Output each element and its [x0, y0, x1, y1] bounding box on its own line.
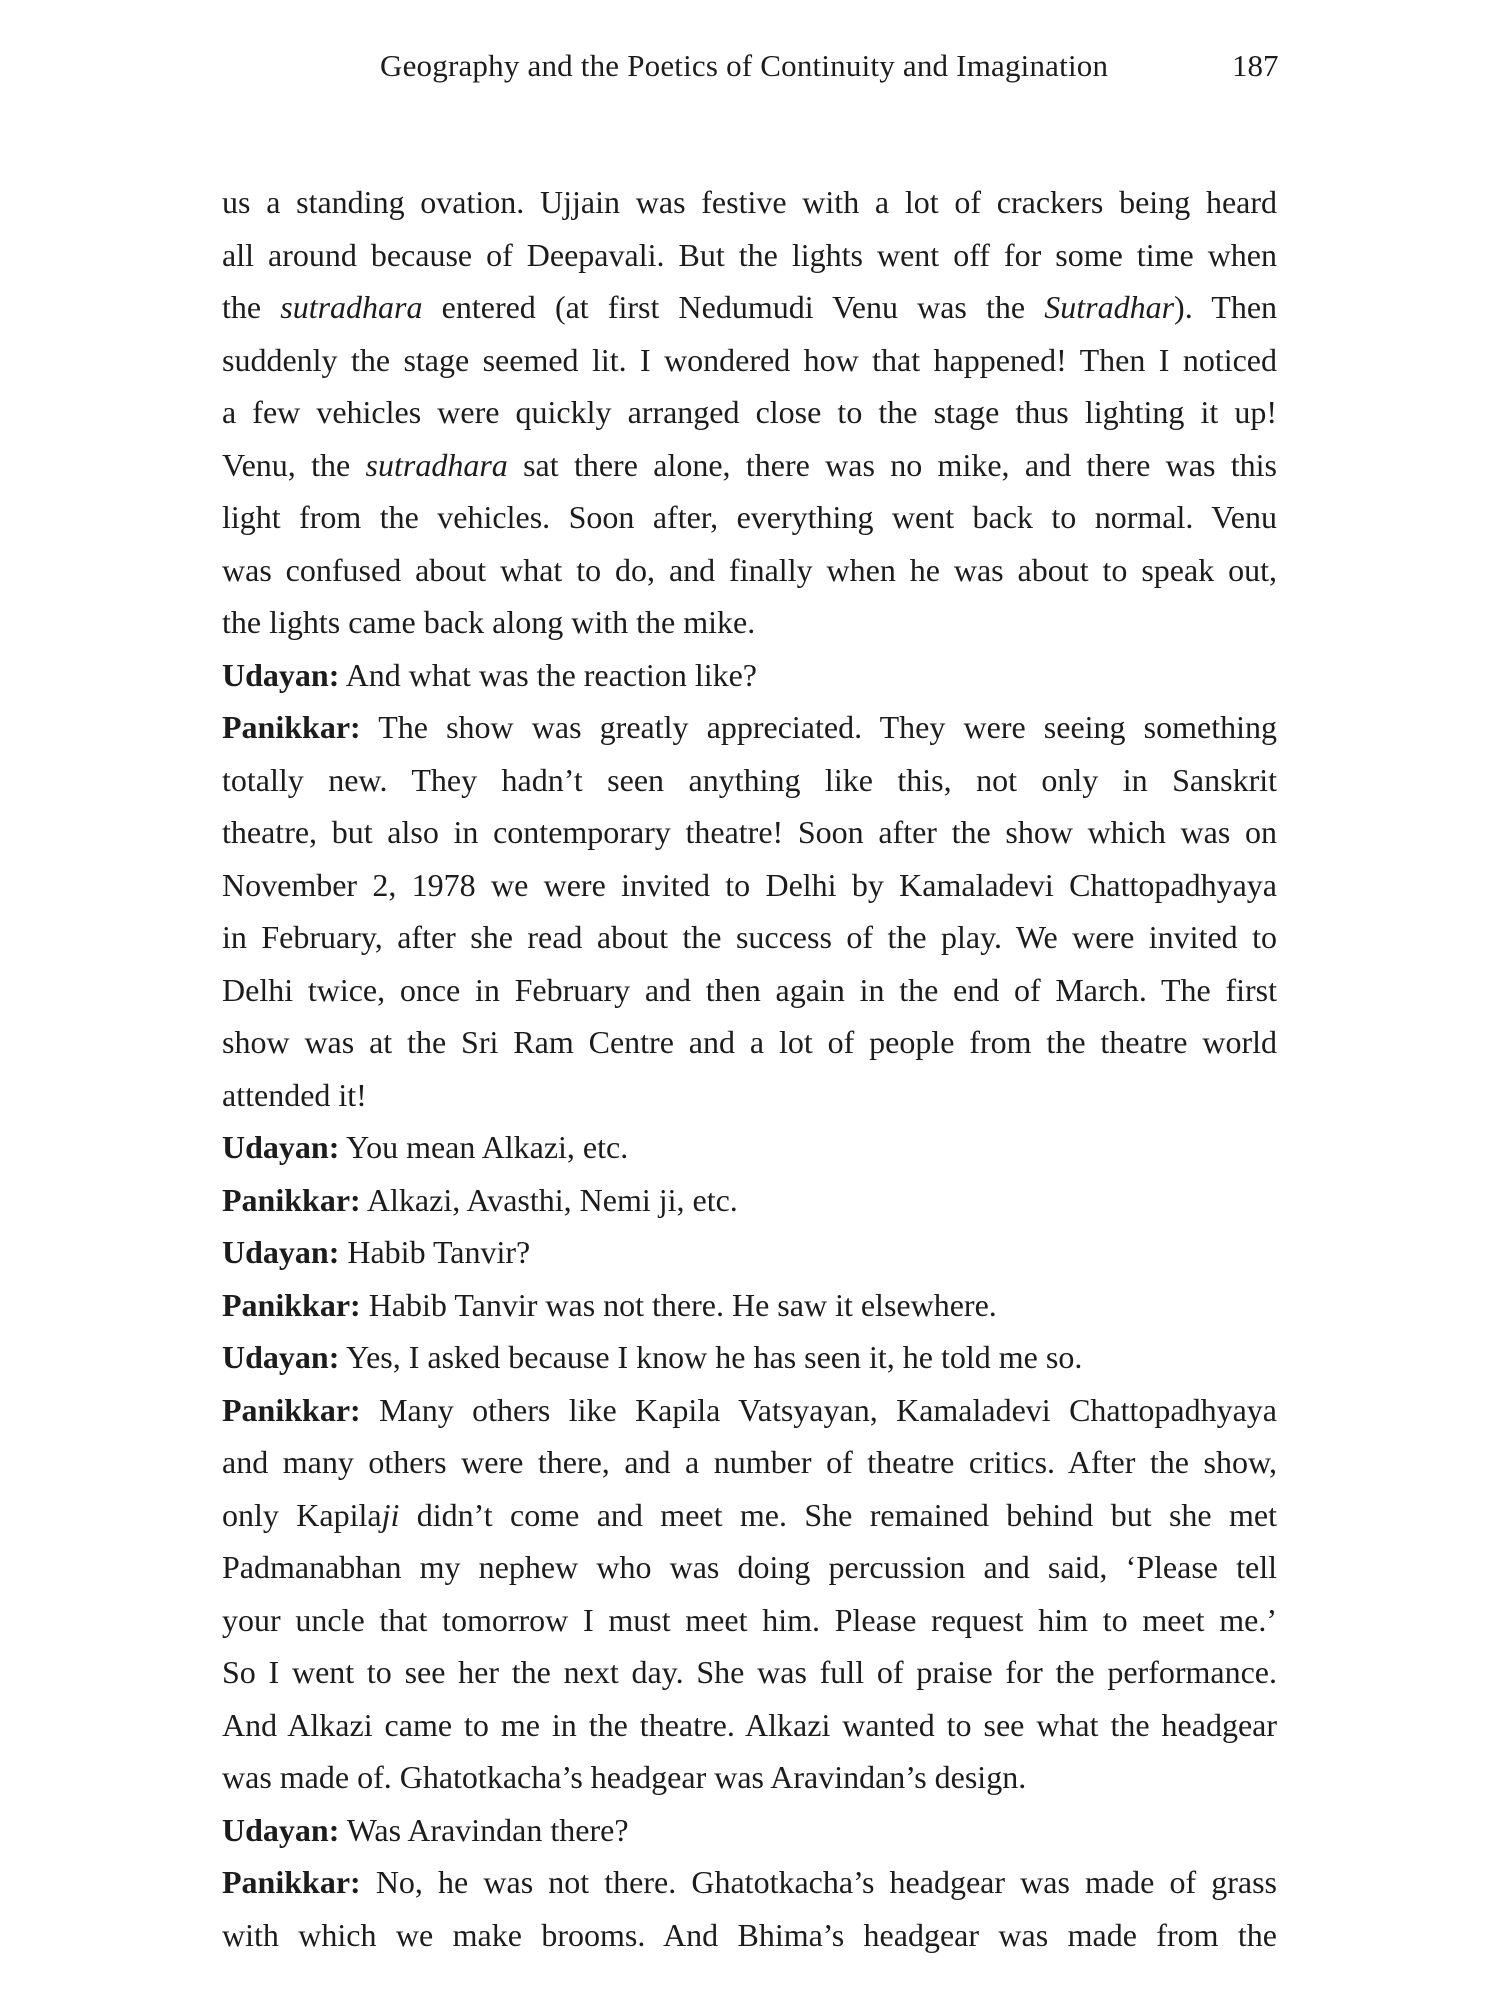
text-line: Venu, the sutradhara sat there alone, there was no mike, and there was this — [222, 446, 1278, 483]
speaker-name: Panikkar: — [222, 709, 361, 745]
text-line: the lights came back along with the mike. — [222, 604, 756, 640]
text-line: November 2, 1978 we were invited to Delhi by Kamaladevi Chattopadhyaya — [222, 866, 1277, 903]
text-line: all around because of Deepavali. But the lights went off for some time when — [222, 236, 1277, 273]
dialogue-line: Udayan: And what was the reaction like? — [222, 656, 757, 693]
italic-term: sutradhara — [280, 289, 423, 325]
text-line: your uncle that tomorrow I must meet him. Please request him to meet me.’ — [222, 1601, 1277, 1638]
dialogue-line: Panikkar: Habib Tanvir was not there. He saw it elsewhere. — [222, 1286, 997, 1323]
text-line: light from the vehicles. Soon after, everything went back to normal. Venu — [222, 499, 1277, 535]
speaker-name: Udayan: — [222, 1811, 340, 1848]
text-line: attended it! — [222, 1076, 367, 1113]
text-line: in February, after she read about the success of the play. We were invited to — [222, 919, 1277, 955]
italic-term: Sutradhar — [1044, 289, 1175, 325]
text-line: So I went to see her the next day. She was full of praise for the performance. — [222, 1654, 1277, 1690]
text-line: theatre, but also in contemporary theatre! Soon after the show which was on — [222, 814, 1277, 850]
text-line: totally new. They hadn’t seen anything like this, not only in Sanskrit — [222, 761, 1277, 798]
dialogue-line: Panikkar: Many others like Kapila Vatsyayan, Kamaladevi Chattopadhyaya — [222, 1391, 1277, 1428]
text-line: Delhi twice, once in February and then again in the end of March. The first — [222, 971, 1277, 1008]
speaker-name: Udayan: — [222, 1129, 340, 1165]
text-line: us a standing ovation. Ujjain was festive with a lot of crackers being heard — [222, 184, 1277, 220]
dialogue-line: Udayan: Was Aravindan there? — [222, 1811, 629, 1848]
italic-term: sutradhara — [365, 446, 508, 483]
dialogue-line: Udayan: You mean Alkazi, etc. — [222, 1129, 629, 1165]
speaker-name: Panikkar: — [222, 1286, 361, 1323]
text-line: was made of. Ghatotkacha’s headgear was Aravindan’s design. — [222, 1759, 1027, 1795]
speaker-name: Panikkar: — [222, 1391, 361, 1428]
dialogue-line: Panikkar: The show was greatly appreciated. They were seeing something — [222, 709, 1277, 745]
text-line: show was at the Sri Ram Centre and a lot of people from the theatre world — [222, 1024, 1277, 1060]
text-line: was confused about what to do, and finally when he was about to speak out, — [222, 551, 1277, 588]
body-text — [222, 176, 1277, 1961]
running-head: Geography and the Poetics of Continuity and Imagination — [380, 48, 1109, 83]
speaker-name: Udayan: — [222, 1339, 340, 1375]
text-line: And Alkazi came to me in the theatre. Alkazi wanted to see what the headgear — [222, 1706, 1277, 1743]
speaker-name: Udayan: — [222, 656, 340, 693]
text-line: only Kapilaji didn’t come and meet me. She remained behind but she met — [222, 1496, 1278, 1533]
text-line: and many others were there, and a number of theatre critics. After the show, — [222, 1444, 1277, 1480]
text-line: with which we make brooms. And Bhima’s headgear was made from the — [222, 1916, 1277, 1953]
text-line: Padmanabhan my nephew who was doing percussion and said, ‘Please tell — [222, 1549, 1277, 1585]
speaker-name: Panikkar: — [222, 1181, 361, 1218]
dialogue-line: Panikkar: No, he was not there. Ghatotkacha’s headgear was made of grass — [222, 1864, 1277, 1900]
speaker-name: Panikkar: — [222, 1864, 361, 1900]
speaker-name: Udayan: — [222, 1234, 340, 1270]
text-line: suddenly the stage seemed lit. I wondered how that happened! Then I noticed — [222, 341, 1277, 378]
dialogue-line: Udayan: Yes, I asked because I know he has seen it, he told me so. — [222, 1339, 1083, 1375]
italic-term: ji — [381, 1496, 400, 1533]
text-line: the sutradhara entered (at first Nedumudi Venu was the Sutradhar). Then — [222, 289, 1278, 325]
dialogue-line: Udayan: Habib Tanvir? — [222, 1234, 531, 1270]
dialogue-line: Panikkar: Alkazi, Avasthi, Nemi ji, etc. — [222, 1181, 738, 1218]
text-line: a few vehicles were quickly arranged close to the stage thus lighting it up! — [222, 394, 1277, 430]
page-number: 187 — [1232, 48, 1279, 83]
